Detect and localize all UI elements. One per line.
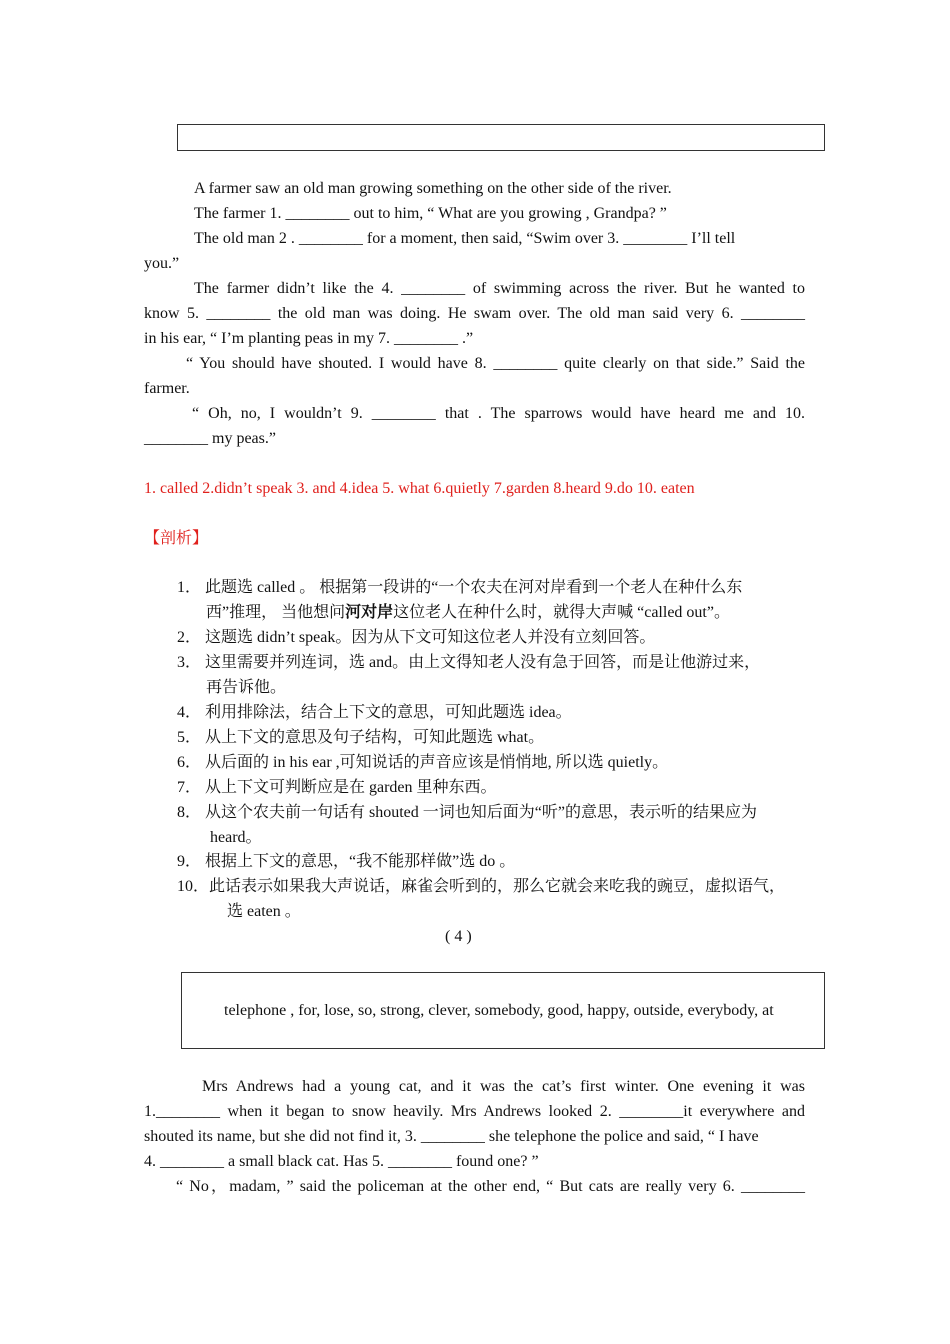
analysis-item-text: 从上下文的意思及句子结构，可知此题选 what。 — [205, 729, 545, 746]
analysis-item-number: 3． — [177, 654, 202, 671]
passage1-line-2: The farmer 1. ________ out to him, “ What are you growing , Grandpa? ” — [194, 205, 667, 222]
analysis-item-9 — [177, 852, 515, 872]
analysis-item-7 — [177, 778, 497, 798]
passage1-line-7: in his ear, “ I’m planting peas in my 7. ________ .” — [144, 330, 474, 347]
analysis-item-5 — [177, 728, 544, 748]
analysis-item-text: 这题选 didn’t speak。因为从下文可知这位老人并没有立刻回答。 — [205, 629, 656, 646]
passage1-line-11: ________ my peas.” — [144, 430, 276, 447]
analysis-item-number: 10． — [177, 878, 210, 895]
analysis-item-3-cont: 再告诉他。 — [206, 679, 287, 696]
analysis-item-text: 从后面的 in his ear ,可知说话的声音应该是悄悄地, 所以选 quietly。 — [205, 754, 669, 771]
analysis-item-number: 6． — [177, 754, 202, 771]
analysis-item-1-cont — [206, 603, 730, 623]
top-empty-box — [177, 124, 825, 151]
passage1-line-1: A farmer saw an old man growing something on the other side of the river. — [194, 180, 672, 197]
passage2-line-3: shouted its name, but she did not find it, 3. ________ she telephone the police and said, “ I have — [144, 1128, 759, 1145]
analysis-item-6 — [177, 753, 668, 773]
analysis-item-number: 5． — [177, 729, 202, 746]
analysis-item-3 — [177, 653, 760, 673]
analysis-title: 【剖析】 — [144, 530, 209, 547]
analysis-item-text: 从这个农夫前一句话有 shouted 一词也知后面为“听”的意思，表示听的结果应为 — [205, 804, 757, 821]
analysis-item-2 — [177, 628, 655, 648]
passage2-line-2: 1.________ when it began to snow heavily. Mrs Andrews looked 2. ________it everywhere and — [144, 1103, 805, 1120]
passage2-line-5: “ No，madam, ” said the policeman at the other end, “ But cats are really very 6. ________ — [176, 1178, 805, 1195]
bold-phrase: 河对岸 — [345, 604, 394, 621]
analysis-item-1 — [177, 578, 742, 598]
passage1-line-10: “ Oh, no, I wouldn’t 9. ________ that . The sparrows would have heard me and 10. — [192, 405, 805, 422]
passage1-line-5: The farmer didn’t like the 4. ________ of swimming across the river. But he wanted to — [194, 280, 805, 297]
word-bank-box — [181, 972, 825, 1049]
passage1-line-8: “ You should have shouted. I would have 8. ________ quite clearly on that side.” Said the — [186, 355, 805, 372]
passage1-line-3: The old man 2 . ________ for a moment, then said, “Swim over 3. ________ I’ll tell — [194, 230, 736, 247]
section-number: ( 4 ) — [445, 928, 472, 945]
analysis-item-8-cont: heard。 — [210, 829, 262, 846]
analysis-item-number: 1． — [177, 579, 202, 596]
analysis-item-text: 利用排除法，结合上下文的意思，可知此题选 idea。 — [205, 704, 572, 721]
passage1-line-9: farmer. — [144, 380, 190, 397]
analysis-item-4 — [177, 703, 572, 723]
analysis-item-10-cont: 选 eaten 。 — [227, 903, 301, 920]
analysis-item-text: 这里需要并列连词，选 and。由上文得知老人没有急于回答，而是让他游过来， — [205, 654, 761, 671]
analysis-item-number: 2． — [177, 629, 202, 646]
analysis-item-number: 7． — [177, 779, 202, 796]
analysis-item-text: 此题选 called 。 根据第一段讲的“一个农夫在河对岸看到一个老人在种什么东 — [205, 579, 743, 596]
analysis-item-number: 8． — [177, 804, 202, 821]
word-bank: telephone , for, lose, so, strong, clever, somebody, good, happy, outside, everybody, at — [224, 1002, 774, 1019]
analysis-item-10 — [177, 877, 785, 897]
passage1-line-6: know 5. ________ the old man was doing. He swam over. The old man said very 6. ________ — [144, 305, 805, 322]
analysis-item-8 — [177, 803, 757, 823]
passage2-line-4: 4. ________ a small black cat. Has 5. ________ found one? ” — [144, 1153, 539, 1170]
analysis-item-text: 从上下文可判断应是在 garden 里种东西。 — [205, 779, 497, 796]
answer-key: 1. called 2.didn’t speak 3. and 4.idea 5. what 6.quietly 7.garden 8.heard 9.do 10. eaten — [144, 480, 695, 497]
analysis-item-text: 这位老人在种什么时，就得大声喊 “called out”。 — [393, 604, 730, 621]
analysis-item-number: 9． — [177, 853, 202, 870]
analysis-item-text: 此话表示如果我大声说话，麻雀会听到的，那么它就会来吃我的豌豆，虚拟语气， — [209, 878, 786, 895]
passage1-line-4: you.” — [144, 255, 180, 272]
analysis-item-text: 根据上下文的意思，“我不能那样做”选 do 。 — [205, 853, 516, 870]
passage2-line-1: Mrs Andrews had a young cat, and it was the cat’s first winter. One evening it was — [202, 1078, 805, 1095]
analysis-item-text: 西”推理， 当他想问 — [206, 604, 346, 621]
analysis-item-number: 4． — [177, 704, 202, 721]
